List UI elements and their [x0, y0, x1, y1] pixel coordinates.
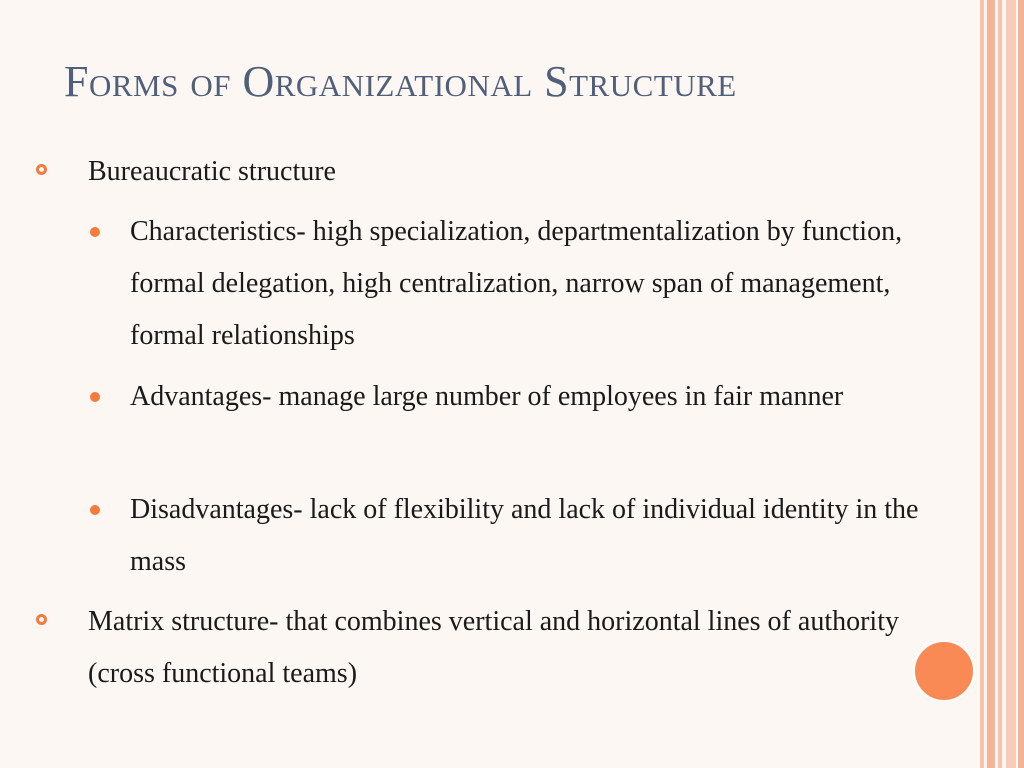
dot-bullet-icon [90, 392, 100, 402]
circle-bullet-icon [36, 614, 47, 625]
circle-bullet-icon [36, 164, 47, 175]
decorative-stripe [998, 0, 1002, 768]
sub-bullet-item [130, 206, 960, 362]
sub-bullet-text: Advantages- manage large number of employees in fair manner [130, 381, 844, 412]
sub-bullet-text: Characteristics- high specialization, departmentalization by function, formal delegation, high centralization, narrow span of management, formal relationships [130, 216, 903, 351]
bullet-text: Bureaucratic structure [88, 156, 336, 187]
dot-bullet-icon [90, 505, 100, 515]
decorative-stripe [980, 0, 984, 768]
bullet-text: Matrix structure- that combines vertical and horizontal lines of authority (cross functional teams) [88, 606, 899, 689]
decorative-stripe [1006, 0, 1016, 768]
bullet-item [88, 146, 918, 198]
sub-bullet-item [130, 371, 960, 423]
bullet-item [88, 596, 918, 700]
dot-bullet-icon [90, 227, 100, 237]
sub-bullet-item [130, 484, 960, 588]
decorative-stripe [987, 0, 995, 768]
decorative-circle [913, 640, 975, 702]
sub-bullet-text: Disadvantages- lack of flexibility and lack of individual identity in the mass [130, 494, 919, 577]
decorative-stripe [1018, 0, 1024, 768]
slide-title: Forms of Organizational Structure [64, 57, 737, 106]
